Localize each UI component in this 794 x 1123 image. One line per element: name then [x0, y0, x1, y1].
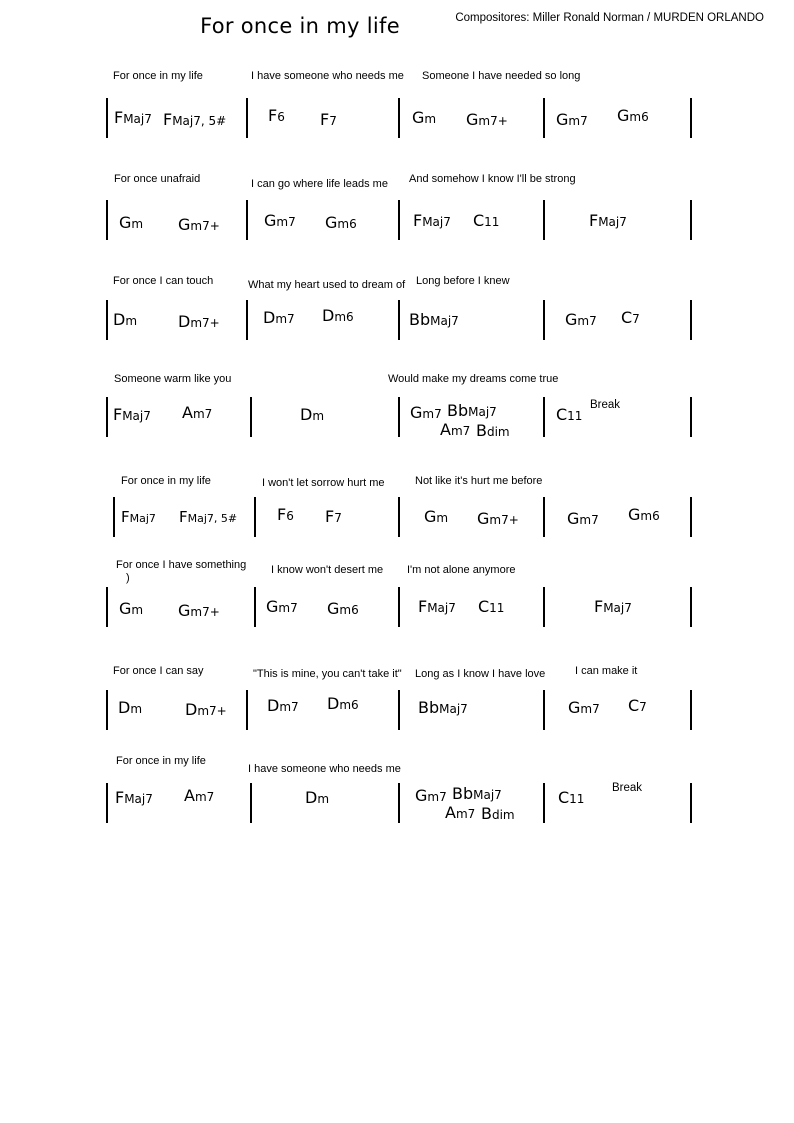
barline [690, 98, 692, 138]
chord-root: G [327, 599, 340, 618]
barline [246, 200, 248, 240]
barline [398, 98, 400, 138]
chord-symbol [325, 507, 342, 526]
chord-symbol [322, 306, 354, 325]
chord-quality: m [436, 511, 449, 525]
barline [246, 690, 248, 730]
barline [106, 783, 108, 823]
barline [398, 200, 400, 240]
chord-symbol [305, 788, 329, 807]
lyric-line: For once in my life [113, 70, 203, 82]
chord-root: G [568, 698, 581, 717]
chord-quality: m7+ [197, 704, 227, 718]
barline [398, 783, 400, 823]
barline [543, 397, 545, 437]
barline [254, 587, 256, 627]
chord-symbol [418, 698, 468, 717]
chord-root: A [445, 803, 456, 822]
chord-quality: Maj7, 5# [187, 512, 238, 525]
chord-root: F [268, 106, 278, 125]
chord-quality: m [125, 314, 138, 328]
chord-root: B [476, 421, 487, 440]
chord-quality: Maj7, 5# [172, 114, 227, 128]
chord-root: G [119, 599, 132, 618]
chord-symbol [163, 110, 226, 129]
performance-marking: Break [612, 782, 643, 794]
lyric-line: Not like it's hurt me before [415, 475, 543, 487]
chord-root: C [628, 696, 640, 715]
barline [543, 98, 545, 138]
chord-symbol [114, 108, 152, 127]
barline [106, 397, 108, 437]
chord-symbol [556, 405, 582, 424]
performance-marking: Break [590, 399, 621, 411]
chord-quality: m7+ [190, 605, 220, 619]
chord-symbol [478, 597, 504, 616]
barline [690, 497, 692, 537]
chord-root: G [325, 213, 338, 232]
chord-quality: Maj7 [603, 601, 632, 615]
chord-quality: 6 [277, 110, 285, 124]
chord-root: B [481, 804, 492, 823]
lyric-line: Someone warm like you [114, 373, 232, 385]
barline [543, 587, 545, 627]
chord-symbol [300, 405, 324, 424]
chord-symbol [477, 509, 519, 528]
barline [106, 98, 108, 138]
barline [398, 497, 400, 537]
chord-quality: m6 [337, 217, 357, 231]
chord-quality: m7 [450, 424, 471, 438]
barline [690, 200, 692, 240]
chord-root: F [277, 505, 287, 524]
chord-quality: m6 [334, 310, 354, 324]
chord-root: D [178, 312, 191, 331]
chord-quality: m7 [427, 790, 447, 804]
chord-quality: m7 [580, 702, 600, 716]
chord-quality: m7 [422, 407, 442, 421]
chord-symbol [628, 696, 647, 715]
chord-quality: m [317, 792, 330, 806]
chord-root: D [118, 698, 131, 717]
chord-symbol [121, 507, 156, 526]
chord-symbol [424, 507, 448, 526]
chord-symbol [452, 784, 502, 803]
chord-symbol [178, 601, 220, 620]
chord-symbol [568, 698, 600, 717]
barline [543, 783, 545, 823]
chord-quality: Maj7 [430, 314, 459, 328]
barline [543, 497, 545, 537]
chord-symbol [565, 310, 597, 329]
chord-quality: 11 [489, 601, 505, 615]
chord-symbol [413, 211, 451, 230]
chord-quality: 11 [567, 409, 583, 423]
chord-symbol [179, 507, 237, 526]
chord-root: G [565, 310, 578, 329]
chord-root: G [617, 106, 630, 125]
barline [398, 300, 400, 340]
page-title: For once in my life [200, 14, 400, 38]
chord-root: D [322, 306, 335, 325]
chord-root: G [424, 507, 437, 526]
chord-symbol [327, 599, 359, 618]
chord-quality: Maj7 [468, 405, 497, 419]
chord-symbol [440, 420, 470, 439]
lyric-line: Long as I know I have love [415, 668, 546, 680]
chord-quality: Maj7 [439, 702, 468, 716]
chord-symbol [410, 403, 442, 422]
chord-symbol [476, 421, 510, 440]
chord-root: C [621, 308, 633, 327]
barline [113, 497, 115, 537]
barline [690, 690, 692, 730]
barline [254, 497, 256, 537]
chord-quality: m7 [275, 312, 295, 326]
lyric-line: For once I can say [113, 665, 204, 677]
chord-root: F [113, 405, 123, 424]
chord-root: G [477, 509, 490, 528]
barline [543, 690, 545, 730]
lyric-line: I know won't desert me [271, 564, 384, 576]
composers-credit: Compositores: Miller Ronald Norman / MURDEN ORLANDO [455, 12, 764, 24]
chord-quality: m7 [279, 700, 299, 714]
chord-symbol [182, 403, 212, 422]
chord-root: A [182, 403, 193, 422]
barline [106, 690, 108, 730]
lyric-line: I won't let sorrow hurt me [262, 477, 385, 489]
chord-symbol [481, 804, 515, 823]
barline [398, 690, 400, 730]
barline [398, 587, 400, 627]
chord-symbol [327, 694, 359, 713]
lyric-line: For once I have something [116, 559, 247, 571]
chord-symbol [325, 213, 357, 232]
chord-symbol [268, 106, 285, 125]
lyric-line: Long before I knew [416, 275, 510, 287]
lyric-line: I'm not alone anymore [407, 564, 516, 576]
chord-symbol [556, 110, 588, 129]
chord-symbol [628, 505, 660, 524]
chord-symbol [594, 597, 632, 616]
chord-quality: Maj7 [422, 215, 451, 229]
chord-root: F [121, 508, 130, 526]
chord-symbol [184, 786, 214, 805]
chord-quality: m7+ [190, 316, 220, 330]
chord-root: G [628, 505, 641, 524]
chord-symbol [558, 788, 584, 807]
chord-quality: m7 [194, 790, 215, 804]
chord-root: F [163, 110, 173, 129]
chord-symbol [119, 599, 143, 618]
chord-symbol [409, 310, 459, 329]
chord-symbol [115, 788, 153, 807]
chord-root: C [558, 788, 570, 807]
barline [398, 397, 400, 437]
chord-quality: m7+ [190, 219, 220, 233]
chord-quality: m7+ [478, 114, 508, 128]
lyric-line: I can go where life leads me [251, 178, 388, 190]
chord-quality: 7 [632, 312, 640, 326]
chord-quality: Maj7 [122, 409, 151, 423]
chord-root: Bb [452, 784, 474, 803]
chord-symbol [418, 597, 456, 616]
chord-symbol [119, 213, 143, 232]
chord-quality: m7 [579, 513, 599, 527]
chord-quality: m7 [577, 314, 597, 328]
lyric-line: For once unafraid [114, 173, 201, 185]
chord-quality: 6 [286, 509, 294, 523]
chord-root: F [115, 788, 125, 807]
chord-quality: m [312, 409, 325, 423]
chord-root: G [556, 110, 569, 129]
chord-symbol [589, 211, 627, 230]
chord-root: D [305, 788, 318, 807]
chord-quality: m7 [278, 601, 298, 615]
barline [250, 397, 252, 437]
chord-symbol [412, 108, 436, 127]
chord-symbol [277, 505, 294, 524]
chord-quality: m7 [276, 215, 296, 229]
chord-root: F [325, 507, 335, 526]
chord-root: F [418, 597, 428, 616]
chord-root: C [473, 211, 485, 230]
chord-quality: m [131, 603, 144, 617]
chord-root: G [178, 215, 191, 234]
chord-root: G [415, 786, 428, 805]
chord-root: Bb [409, 310, 431, 329]
chord-quality: Maj7 [123, 112, 152, 126]
chord-symbol [266, 597, 298, 616]
chord-root: D [267, 696, 280, 715]
barline [106, 200, 108, 240]
chord-quality: m [130, 702, 143, 716]
chord-root: A [184, 786, 195, 805]
chord-symbol [264, 211, 296, 230]
barline [106, 587, 108, 627]
chord-quality: m6 [629, 110, 649, 124]
barline [250, 783, 252, 823]
chord-root: Bb [418, 698, 440, 717]
chord-quality: 7 [334, 511, 342, 525]
chord-symbol [263, 308, 295, 327]
lyric-line: I have someone who needs me [248, 763, 401, 775]
chord-symbol [178, 312, 220, 331]
chord-quality: Maj7 [129, 512, 156, 525]
chord-root: F [413, 211, 423, 230]
chord-root: D [327, 694, 340, 713]
barline [246, 98, 248, 138]
chord-root: D [300, 405, 313, 424]
barline [543, 300, 545, 340]
chord-root: F [179, 508, 188, 526]
chord-symbol [415, 786, 447, 805]
chord-root: G [410, 403, 423, 422]
lyric-line: Someone I have needed so long [422, 70, 581, 82]
chord-quality: 11 [569, 792, 585, 806]
chord-root: F [594, 597, 604, 616]
lyric-line: I have someone who needs me [251, 70, 404, 82]
lyric-line: "This is mine, you can't take it" [253, 668, 402, 680]
chord-quality: m6 [339, 603, 359, 617]
chord-symbol [447, 401, 497, 420]
chord-symbol [113, 405, 151, 424]
barline [690, 587, 692, 627]
chord-quality: 11 [484, 215, 500, 229]
barline [543, 200, 545, 240]
chord-symbol [178, 215, 220, 234]
barline [690, 783, 692, 823]
chord-quality: m6 [640, 509, 660, 523]
chord-quality: m7 [568, 114, 588, 128]
chord-root: G [567, 509, 580, 528]
chord-root: Bb [447, 401, 469, 420]
chord-symbol [473, 211, 499, 230]
chord-symbol [621, 308, 640, 327]
chord-symbol [445, 803, 475, 822]
chord-quality: Maj7 [124, 792, 153, 806]
chord-root: D [185, 700, 198, 719]
chord-symbol [466, 110, 508, 129]
chord-quality: 7 [329, 114, 337, 128]
barline [106, 300, 108, 340]
barline [690, 397, 692, 437]
chord-symbol [617, 106, 649, 125]
lyric-line: ) [126, 572, 130, 584]
chord-root: G [119, 213, 132, 232]
chord-root: F [320, 110, 330, 129]
chord-root: C [556, 405, 568, 424]
chord-root: G [178, 601, 191, 620]
chord-root: D [263, 308, 276, 327]
chord-quality: m6 [339, 698, 359, 712]
chord-quality: Maj7 [598, 215, 627, 229]
chord-root: C [478, 597, 490, 616]
chord-symbol [267, 696, 299, 715]
chord-quality: m [131, 217, 144, 231]
barline [246, 300, 248, 340]
chord-root: D [113, 310, 126, 329]
lyric-line: And somehow I know I'll be strong [409, 173, 576, 185]
chord-quality: Maj7 [473, 788, 502, 802]
lyric-line: For once in my life [116, 755, 206, 767]
chord-root: G [264, 211, 277, 230]
lyric-line: For once I can touch [113, 275, 214, 287]
chord-root: G [412, 108, 425, 127]
chord-symbol [113, 310, 137, 329]
chord-root: G [466, 110, 479, 129]
chord-quality: m7+ [489, 513, 519, 527]
chord-symbol [185, 700, 227, 719]
lyric-line: I can make it [575, 665, 638, 677]
lyric-line: For once in my life [121, 475, 211, 487]
chord-quality: m [424, 112, 437, 126]
barline [690, 300, 692, 340]
chord-root: A [440, 420, 451, 439]
chord-quality: dim [486, 425, 510, 439]
chord-quality: m7 [455, 807, 476, 821]
chord-quality: 7 [639, 700, 647, 714]
chord-root: F [589, 211, 599, 230]
chord-symbol [567, 509, 599, 528]
lyric-line: Would make my dreams come true [388, 373, 559, 385]
chord-root: G [266, 597, 279, 616]
chord-quality: dim [491, 808, 515, 822]
chord-quality: m7 [192, 407, 213, 421]
chord-quality: Maj7 [427, 601, 456, 615]
chord-root: F [114, 108, 124, 127]
chord-symbol [118, 698, 142, 717]
chord-symbol [320, 110, 337, 129]
lyric-line: What my heart used to dream of [248, 279, 406, 291]
